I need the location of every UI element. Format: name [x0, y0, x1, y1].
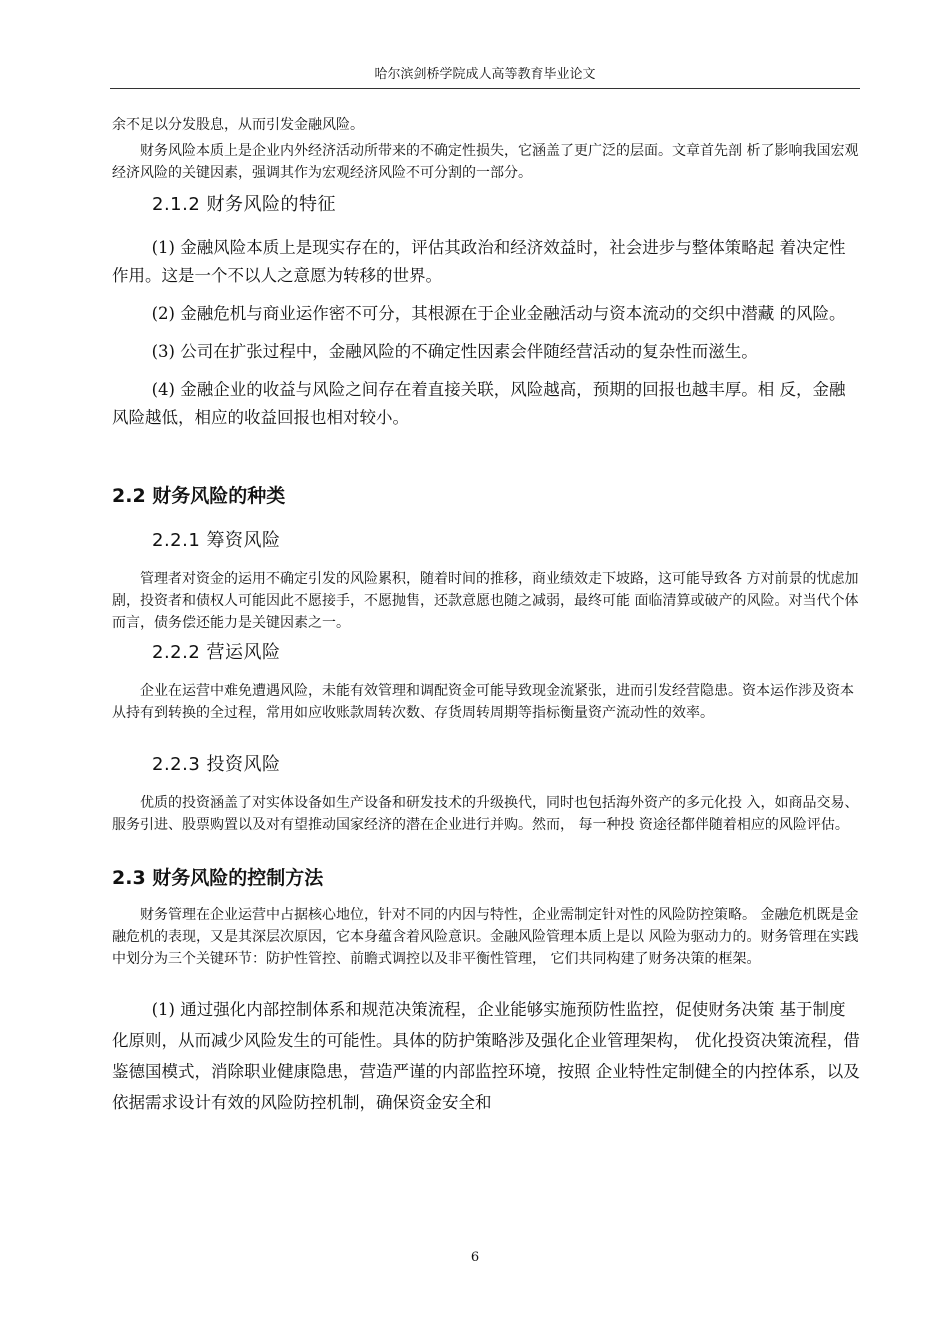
- list-item: (1) 金融风险本质上是现实存在的，评估其政治和经济效益时，社会进步与整体策略起 着决定性作用。这是一个不以人之意愿为转移的世界。: [112, 238, 846, 285]
- list-item: (4) 金融企业的收益与风险之间存在着直接关联，风险越高，预期的回报也越丰厚。相 反，金融风险越低，相应的收益回报也相对较小。: [112, 380, 846, 427]
- section-heading-2-2-2: 2.2.2 营运风险: [152, 642, 281, 663]
- paragraph: 企业在运营中难免遭遇风险，未能有效管理和调配资金可能导致现金流紧张，进而引发经营隐患。资本运作涉及资本从持有到转换的全过程，常用如应收账款周转次数、存货周转周期等指标衡量资产流动性的效率。: [112, 683, 854, 721]
- investment-risk-text: [112, 792, 860, 836]
- page-header: 哈尔滨剑桥学院成人高等教育毕业论文: [110, 62, 860, 89]
- page-number: 6: [470, 1250, 480, 1265]
- list-item: (3) 公司在扩张过程中，金融风险的不确定性因素会伴随经营活动的复杂性而滋生。: [151, 342, 758, 361]
- intro-section: [112, 114, 860, 184]
- control-methods-text: [112, 904, 860, 970]
- section-heading-2-2-1: 2.2.1 筹资风险: [152, 530, 281, 551]
- paragraph: 财务管理在企业运营中占据核心地位，针对不同的内因与特性，企业需制定针对性的风险防控策略。 金融危机既是金融危机的表现，又是其深层次原因，它本身蕴含着风险意识。金融风险管理本质上是以 风险为驱动力的。财务管理在实践中划分为三个关键环节：防护性管控、前瞻式调控以及非平衡性管理， 它们共同构建了财务决策的框架。: [112, 907, 859, 967]
- section-heading-2-1-2: 2.1.2 财务风险的特征: [152, 194, 337, 215]
- list-item: (2) 金融危机与商业运作密不可分，其根源在于企业金融活动与资本流动的交织中潜藏 的风险。: [151, 304, 846, 323]
- financing-risk-text: [112, 568, 860, 634]
- section-heading-2-2-3: 2.2.3 投资风险: [152, 754, 281, 775]
- section-heading-2-3: 2.3 财务风险的控制方法: [112, 867, 324, 889]
- paragraph: 管理者对资金的运用不确定引发的风险累积，随着时间的推移，商业绩效走下坡路，这可能导致各 方对前景的忧虑加剧，投资者和债权人可能因此不愿接手，不愿抛售，还款意愿也随之减弱，最终可能 面临清算或破产的风险。对当代个体而言，债务偿还能力是关键因素之一。: [112, 571, 859, 631]
- section-heading-2-2: 2.2 财务风险的种类: [112, 485, 286, 507]
- operating-risk-text: [112, 680, 860, 724]
- paragraph: 优质的投资涵盖了对实体设备如生产设备和研发技术的升级换代，同时也包括海外资产的多元化投 入，如商品交易、服务引进、股票购置以及对有望推动国家经济的潜在企业进行并购。然而， 每一种投 资途径都伴随着相应的风险评估。: [112, 795, 859, 833]
- list-item: (1) 通过强化内部控制体系和规范决策流程，企业能够实施预防性监控，促使财务决策 基于制度化原则，从而减少风险发生的可能性。具体的防护策略涉及强化企业管理架构， 优化投资决策流程，借鉴德国模式，消除职业健康隐患，营造严谨的内部监控环境，按照 企业特性定制健全的内控体系，以及依据需求设计有效的风险防控机制，确保资金安全和: [112, 1000, 860, 1112]
- characteristics-list: [112, 234, 860, 432]
- intro-paragraph-1: 余不足以分发股息，从而引发金融风险。: [112, 117, 364, 133]
- intro-paragraph-2: 财务风险本质上是企业内外经济活动所带来的不确定性损失，它涵盖了更广泛的层面。文章首先剖 析了影响我国宏观经济风险的关键因素，强调其作为宏观经济风险不可分割的一部分。: [112, 143, 859, 181]
- control-methods-list: [112, 994, 860, 1118]
